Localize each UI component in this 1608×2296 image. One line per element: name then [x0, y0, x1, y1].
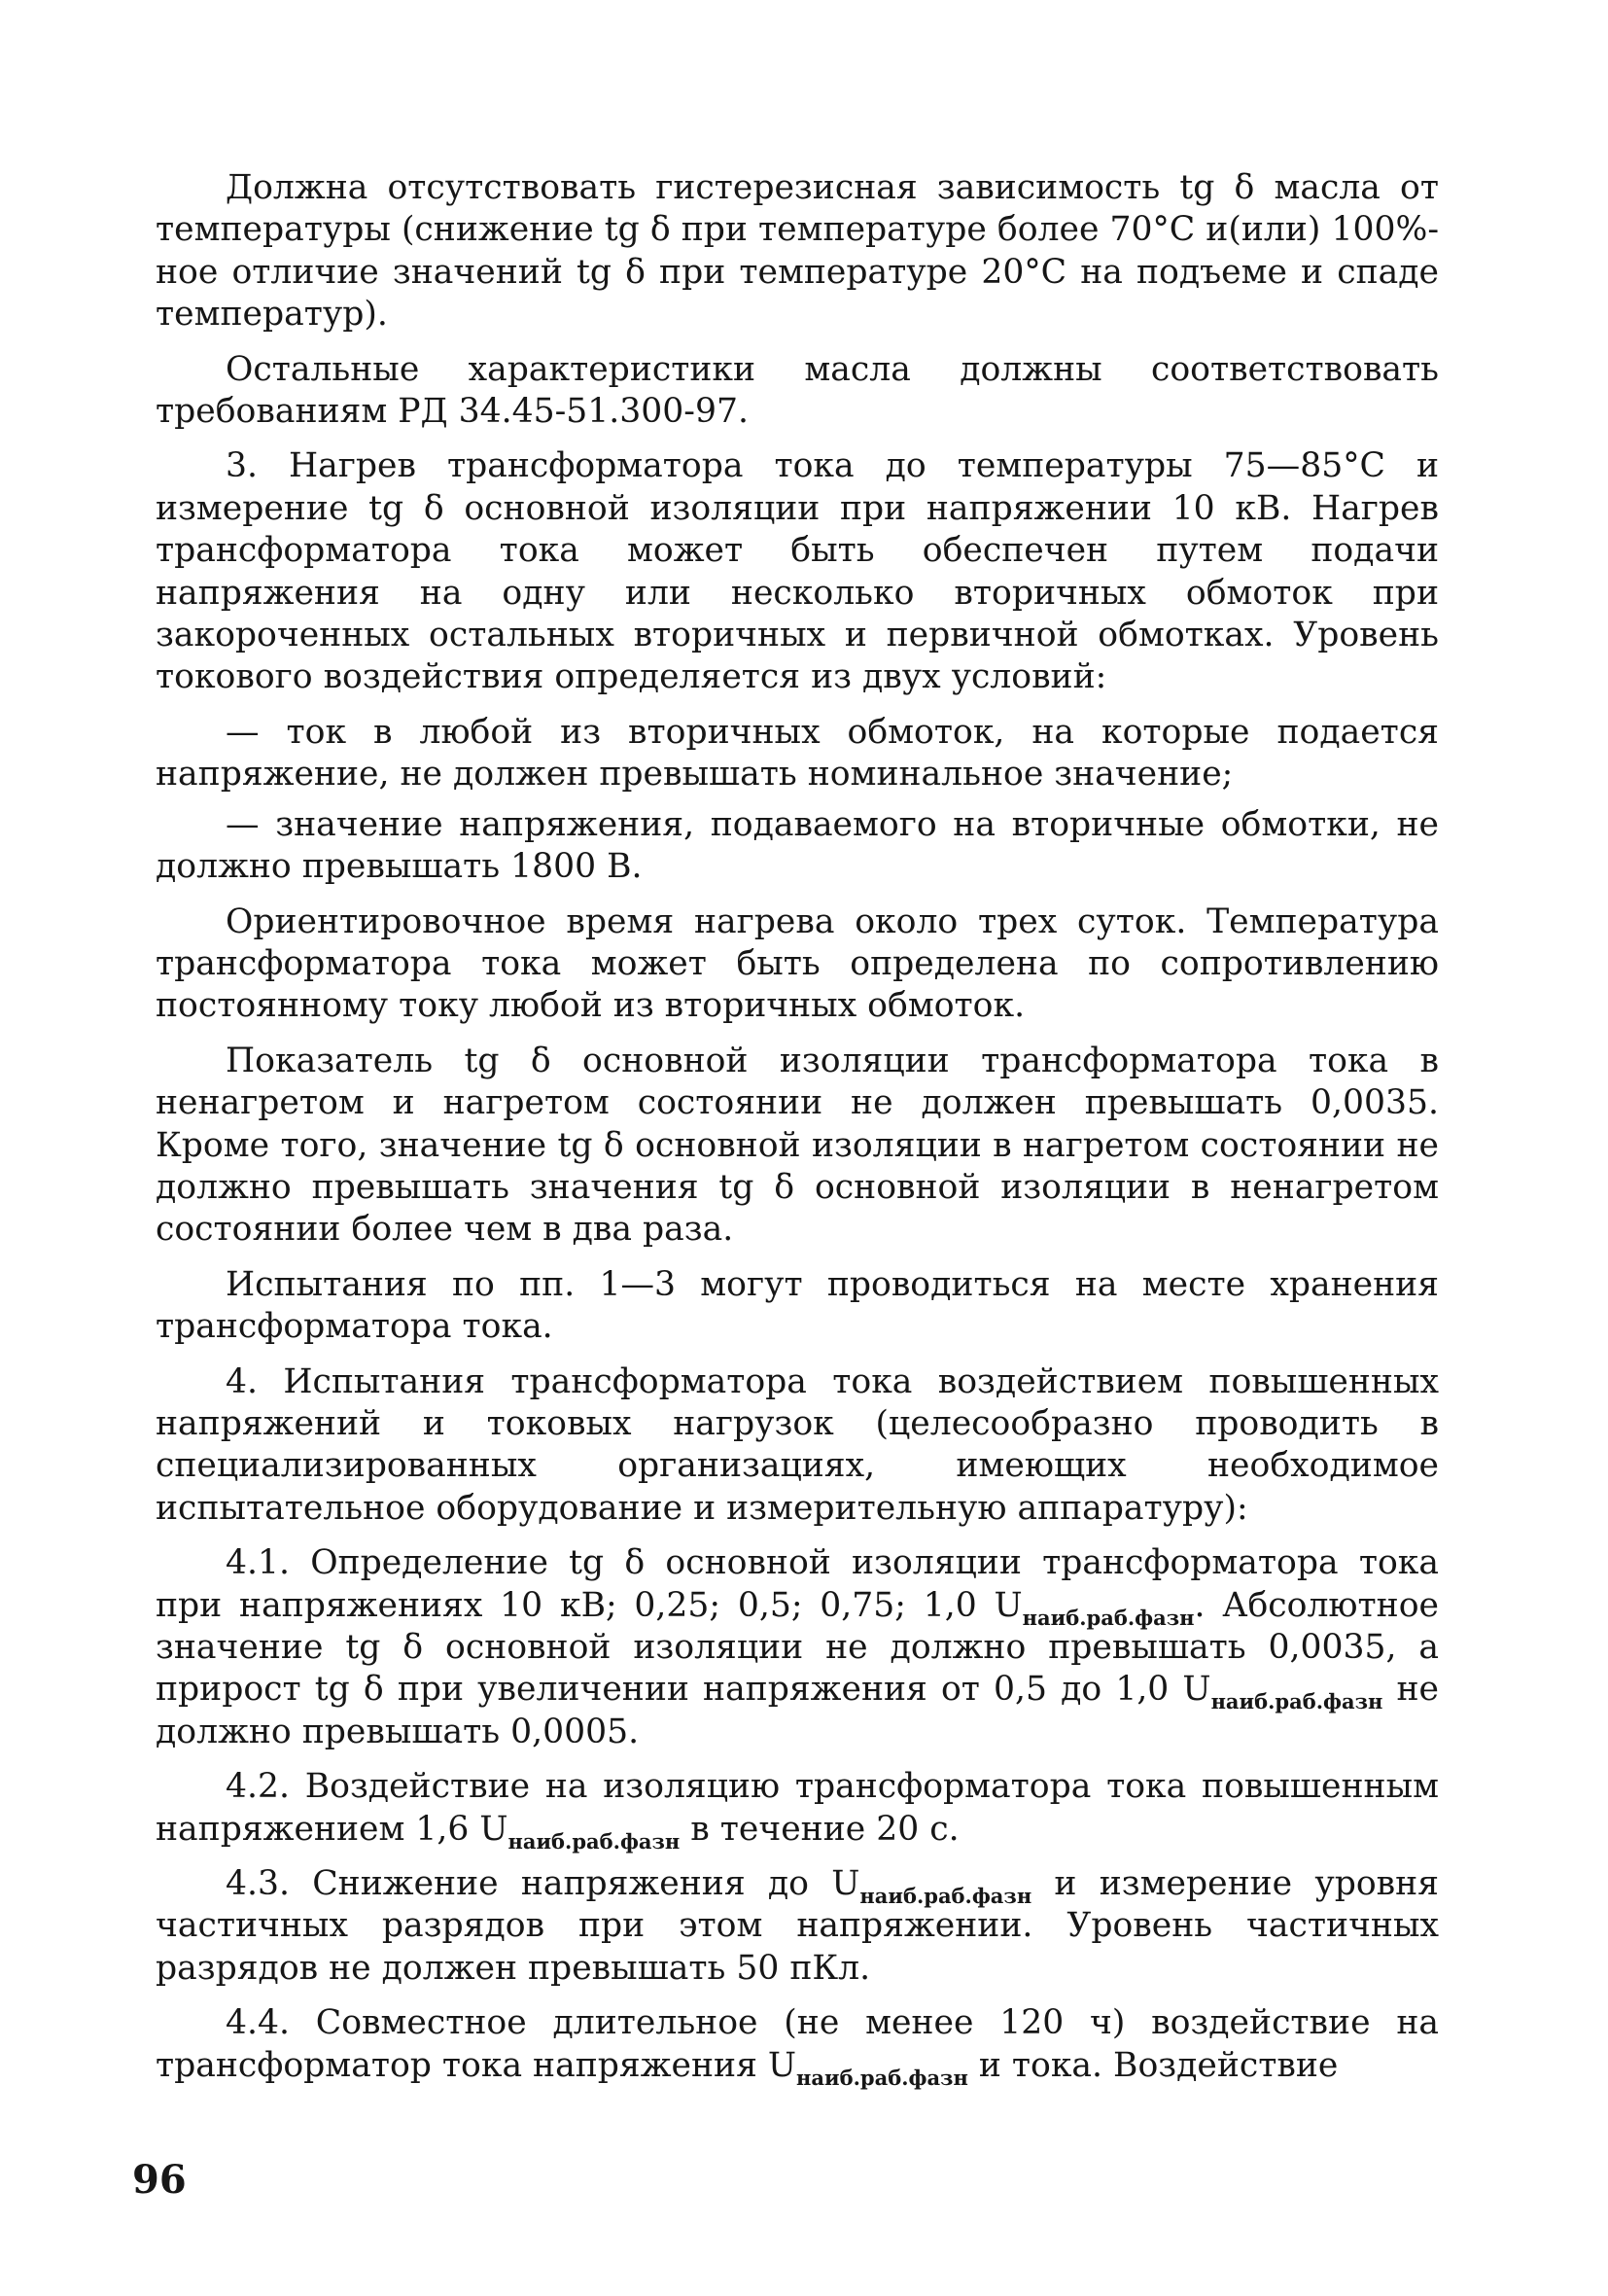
- paragraph-hysteresis: Должна отсутствовать гистерезисная зависимость tg δ масла от температуры (снижение tg δ при температуре более 70°C и(или) 100%-ное отличие значений tg δ при температуре 20°C на подъеме и спаде температур).: [156, 168, 1439, 335]
- item-4-2-text-a: 4.2. Воздействие на изоляцию трансформатора тока повышенным напряжением 1,6 U: [156, 1767, 1439, 1849]
- item-4-1-subscript-1: наиб.раб.фазн: [1022, 1605, 1195, 1630]
- item-4-1-text-a: 4.1. Определение tg δ основной изоляции трансформатора тока при напряжениях 10 кВ; 0,25; 0,5; 0,75; 1,0 U: [156, 1543, 1439, 1625]
- body-text: [156, 167, 1439, 2100]
- paragraph-storage-tests: Испытания по пп. 1—3 могут проводиться на месте хранения трансформатора тока.: [156, 1264, 1439, 1347]
- paragraph-item-3-heating: 3. Нагрев трансформатора тока до температуры 75—85°C и измерение tg δ основной изоляции при напряжении 10 кВ. Нагрев трансформатора тока может быть обеспечен путем подачи напряжения на одну или несколько вторичных обмоток при закороченных остальных вторичных и первичной обмотках. Уровень токового воздействия определяется из двух условий:: [156, 446, 1439, 697]
- paragraph-oil-requirements: Остальные характеристики масла должны соответствовать требованиям РД 34.45-51.300-97.: [156, 349, 1439, 432]
- paragraph-item-4-tests: 4. Испытания трансформатора тока воздействием повышенных напряжений и токовых нагрузок (целесообразно проводить в специализированных организациях, имеющих необходимое испытательное оборудование и измерительную аппаратуру):: [156, 1361, 1439, 1528]
- paragraph-item-4-3: [156, 1863, 1439, 1990]
- item-4-4-subscript: наиб.раб.фазн: [796, 2065, 968, 2090]
- item-4-4-text-a: 4.4. Совместное длительное (не менее 120 ч) воздействие на трансформатор тока напряжения U: [156, 2003, 1439, 2085]
- item-4-4-text-b: и тока. Воздействие: [967, 2045, 1339, 2085]
- item-4-3-text-b: и измерение уровня частичных разрядов при этом напряжении. Уровень частичных разрядов не должен превышать 50 пКл.: [156, 1864, 1439, 1988]
- item-4-1-subscript-2: наиб.раб.фазн: [1210, 1689, 1383, 1714]
- paragraph-item-4-1: [156, 1542, 1439, 1753]
- item-4-1-text-c: не должно превышать 0,0005.: [156, 1670, 1439, 1751]
- item-4-3-text-a: 4.3. Снижение напряжения до U: [226, 1864, 860, 1904]
- paragraph-condition-current: — ток в любой из вторичных обмоток, на которые подается напряжение, не должен превышать номинальное значение;: [156, 712, 1439, 795]
- item-4-2-subscript: наиб.раб.фазн: [507, 1828, 681, 1854]
- paragraph-item-4-4: [156, 2002, 1439, 2090]
- page-number: 96: [132, 2157, 187, 2203]
- item-4-1-text-b: . Абсолютное значение tg δ основной изоляции не должно превышать 0,0035, а прирост tg δ при увеличении напряжения от 0,5 до 1,0 U: [156, 1585, 1439, 1710]
- item-4-3-subscript: наиб.раб.фазн: [859, 1884, 1032, 1909]
- item-4-2-text-b: в течение 20 с.: [680, 1809, 960, 1849]
- paragraph-heating-time: Ориентировочное время нагрева около трех суток. Температура трансформатора тока может быть определена по сопротивлению постоянному току любой из вторичных обмоток.: [156, 901, 1439, 1026]
- paragraph-condition-voltage: — значение напряжения, подаваемого на вторичные обмотки, не должно превышать 1800 В.: [156, 804, 1439, 887]
- paragraph-item-4-2: [156, 1766, 1439, 1854]
- paragraph-tg-delta-limit: Показатель tg δ основной изоляции трансформатора тока в ненагретом и нагретом состоянии не должен превышать 0,0035. Кроме того, значение tg δ основной изоляции в нагретом состоянии не должно превышать значения tg δ основной изоляции в ненагретом состоянии более чем в два раза.: [156, 1041, 1439, 1250]
